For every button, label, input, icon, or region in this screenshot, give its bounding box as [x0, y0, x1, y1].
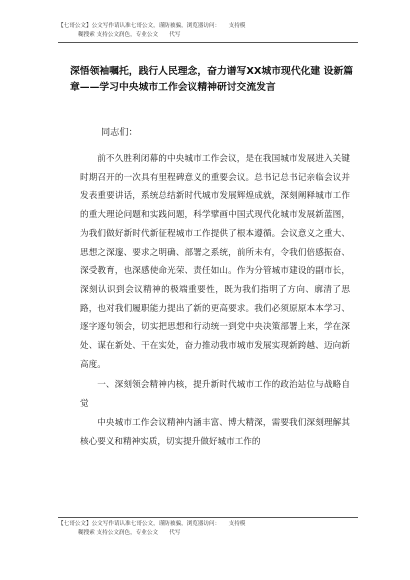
- footer-line-2: 糊搜索 支持公文润色，专业公文 代写: [78, 530, 181, 536]
- header-line-1: 【七哥公文】公文写作请认准七哥公文，谨防被骗，浏览器访问： 支持模: [58, 23, 246, 29]
- header-divider: [58, 42, 358, 43]
- page-footer: [58, 520, 358, 538]
- greeting: 同志们：: [101, 127, 138, 138]
- body-paragraph: 中央城市工作会议精神内涵丰富、博大精深，需要我们深刻理解其核心要义和精神实质，切实提升做好城市工作的: [80, 417, 350, 447]
- footer-line-1: 【七哥公文】公文写作请认准七哥公文，谨防被骗，浏览器访问： 支持模: [58, 521, 246, 527]
- body-paragraph: 前不久胜利闭幕的中央城市工作会议，是在我国城市发展进入关键时期召开的一次具有里程碑意义的重要会议。总书记总书记亲临会议并发表重要讲话，系统总结新时代城市发展辉煌成就，深刻阐释城市工作的重大理论问题和实践问题，科学擘画中国式现代化城市发展新蓝图，为我们做好新时代新征程城市工作提供了根本遵循。会议意义之重大、思想之深邃、要求之明确、部署之系统，前所未有，令我们倍感振奋、深受教育，也深感使命光荣、责任如山。作为分管城市建设的副市长，深刻认识到会议精神的极端重要性，既为我们指明了方向、廓清了思路，也对我们履职能力提出了新的更高要求。我们必须原原本本学习、逐字逐句领会，切实把思想和行动统一到党中央决策部署上来，学在深处、谋在新处、干在实处，奋力推动我市城市发展实现新跨越、迈向新高度。: [80, 154, 350, 370]
- page-header: [58, 22, 358, 40]
- footer-divider: [58, 517, 358, 518]
- section-heading: 一、深刻领会精神内核，提升新时代城市工作的政治站位与战略自觉: [80, 380, 350, 410]
- document-title: 深悟领袖嘱托，践行人民理念，奋力谱写XX城市现代化建 设新篇章——学习中央城市工作会议精神研讨交流发言: [70, 66, 354, 93]
- document-body: [80, 150, 350, 451]
- header-line-2: 糊搜索 支持公文润色，专业公文 代写: [78, 32, 181, 38]
